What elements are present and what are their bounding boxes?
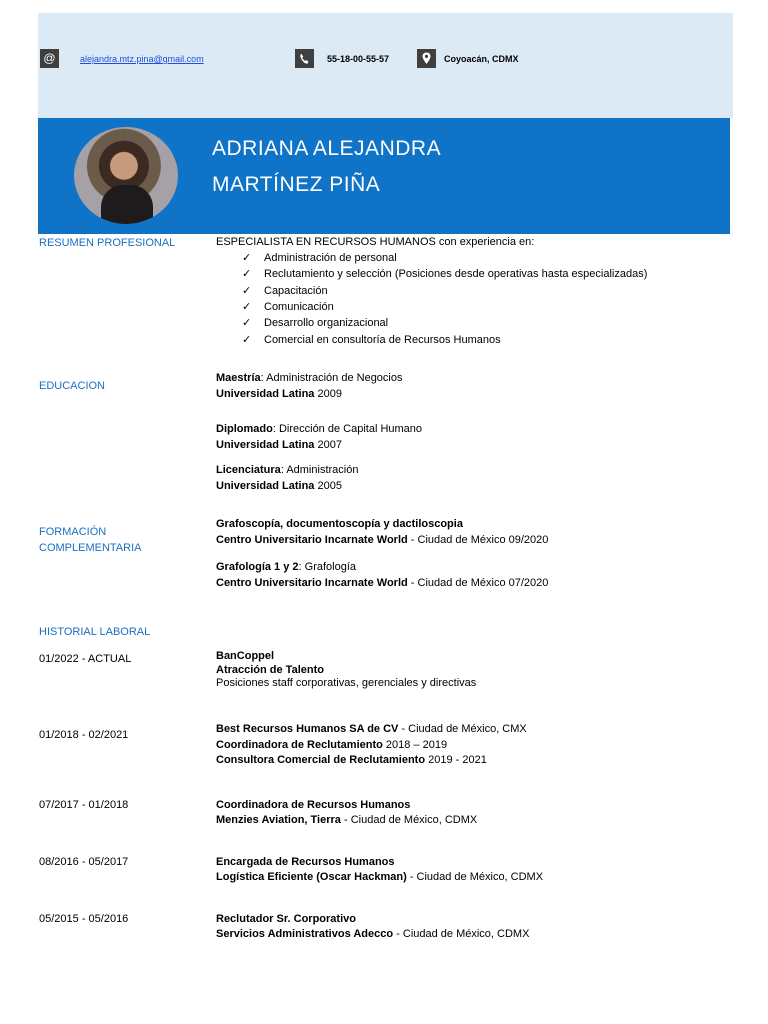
job-line-1-strong: Reclutador Sr. Corporativo <box>216 913 356 925</box>
education-school-strong: Universidad Latina <box>216 439 315 451</box>
job-line-2-strong: Atracción de Talento <box>216 664 324 676</box>
job-line-3-rest: Posiciones staff corporativas, gerenciales y directivas <box>216 677 477 689</box>
training-title-rest: : Grafología <box>298 561 357 573</box>
location-text: Coyoacán, CDMX <box>444 54 519 64</box>
job-dates: 05/2015 - 05/2016 <box>39 913 129 925</box>
training-title <box>216 516 463 532</box>
training-title-strong: Grafoscopía, documentoscopía y dactiloscopia <box>216 518 463 530</box>
job-line-2-strong: Logística Eficiente (Oscar Hackman) <box>216 871 407 883</box>
check-icon: ✓ <box>242 301 252 313</box>
education-school-rest: 2009 <box>314 388 342 400</box>
education-school-rest: 2007 <box>314 439 342 451</box>
job-line-1-strong: Encargada de Recursos Humanos <box>216 856 395 868</box>
job-dates: 01/2018 - 02/2021 <box>39 729 129 741</box>
summary-bullet: Comercial en consultoría de Recursos Humanos <box>264 334 501 346</box>
training-org-strong: Centro Universitario Incarnate World <box>216 534 408 546</box>
job-line-2 <box>216 869 543 885</box>
job-line-2 <box>216 737 447 753</box>
job-line-1 <box>216 911 356 927</box>
training-org <box>216 575 548 591</box>
job-line-2-strong: Menzies Aviation, Tierra <box>216 814 341 826</box>
summary-bullet: Reclutamiento y selección (Posiciones desde operativas hasta especializadas) <box>264 268 648 280</box>
education-degree <box>216 370 403 386</box>
job-line-1 <box>216 721 527 737</box>
job-line-2 <box>216 812 477 828</box>
job-line-2 <box>216 926 529 942</box>
job-line-1-rest: - Ciudad de México, CMX <box>398 723 527 735</box>
phone-icon <box>295 49 314 68</box>
job-line-3 <box>216 752 487 768</box>
job-line-3-rest: 2019 - 2021 <box>425 754 487 766</box>
education-degree-strong: Licenciatura <box>216 464 281 476</box>
education-school <box>216 478 342 494</box>
summary-label: RESUMEN PROFESIONAL <box>39 237 176 249</box>
training-label-1: FORMACIÓN <box>39 526 107 538</box>
job-line-1 <box>216 797 410 813</box>
email-link[interactable]: alejandra.mtz.pina@gmail.com <box>80 54 204 64</box>
summary-bullet: Desarrollo organizacional <box>264 317 389 329</box>
education-degree-rest: : Administración de Negocios <box>260 372 403 384</box>
education-degree-rest: : Dirección de Capital Humano <box>272 423 423 435</box>
training-org-strong: Centro Universitario Incarnate World <box>216 577 408 589</box>
summary-intro: ESPECIALISTA EN RECURSOS HUMANOS con experiencia en: <box>216 236 535 248</box>
summary-bullet: Capacitación <box>264 285 328 297</box>
job-dates: 01/2022 - ACTUAL <box>39 653 132 665</box>
at-sign-icon: @ <box>40 49 59 68</box>
training-org-rest: - Ciudad de México 09/2020 <box>407 534 549 546</box>
check-icon: ✓ <box>242 285 252 297</box>
job-dates: 08/2016 - 05/2017 <box>39 856 129 868</box>
job-line-2 <box>216 664 324 677</box>
training-title <box>216 559 356 575</box>
job-line-3 <box>216 677 476 690</box>
training-org-rest: - Ciudad de México 07/2020 <box>407 577 549 589</box>
work-label: HISTORIAL LABORAL <box>39 626 151 638</box>
job-line-1-strong: BanCoppel <box>216 650 275 662</box>
job-line-2-strong: Coordinadora de Reclutamiento <box>216 739 383 751</box>
education-degree-rest: : Administración <box>280 464 359 476</box>
check-icon: ✓ <box>242 252 252 264</box>
check-icon: ✓ <box>242 317 252 329</box>
job-line-1-strong: Best Recursos Humanos SA de CV <box>216 723 399 735</box>
education-school <box>216 386 342 402</box>
job-dates: 07/2017 - 01/2018 <box>39 799 129 811</box>
job-line-2-rest: 2018 – 2019 <box>382 739 448 751</box>
job-line-2-strong: Servicios Administrativos Adecco <box>216 928 394 940</box>
summary-bullet: Comunicación <box>264 301 334 313</box>
education-degree-strong: Maestría <box>216 372 261 384</box>
education-school-strong: Universidad Latina <box>216 480 315 492</box>
training-label-2: COMPLEMENTARIA <box>39 542 142 554</box>
education-school-rest: 2005 <box>314 480 342 492</box>
name-first: ADRIANA ALEJANDRA <box>212 137 442 160</box>
job-line-1-strong: Coordinadora de Recursos Humanos <box>216 799 411 811</box>
training-org <box>216 532 548 548</box>
contact-band <box>38 13 733 118</box>
education-degree-strong: Diplomado <box>216 423 273 435</box>
map-pin-icon <box>417 49 436 68</box>
check-icon: ✓ <box>242 334 252 346</box>
job-line-1 <box>216 854 395 870</box>
job-line-2-rest: - Ciudad de México, CDMX <box>340 814 478 826</box>
training-title-strong: Grafología 1 y 2 <box>216 561 299 573</box>
job-line-2-rest: - Ciudad de México, CDMX <box>406 871 544 883</box>
job-line-2-rest: - Ciudad de México, CDMX <box>393 928 530 940</box>
check-icon: ✓ <box>242 268 252 280</box>
job-line-1 <box>216 650 274 663</box>
phone-number: 55-18-00-55-57 <box>327 54 390 64</box>
education-label: EDUCACION <box>39 380 106 392</box>
education-degree <box>216 462 358 478</box>
education-school-strong: Universidad Latina <box>216 388 315 400</box>
job-line-3-strong: Consultora Comercial de Reclutamiento <box>216 754 426 766</box>
education-school <box>216 437 342 453</box>
summary-bullet: Administración de personal <box>264 252 397 264</box>
education-degree <box>216 421 422 437</box>
name-last: MARTÍNEZ PIÑA <box>212 173 381 196</box>
profile-photo <box>74 127 178 224</box>
